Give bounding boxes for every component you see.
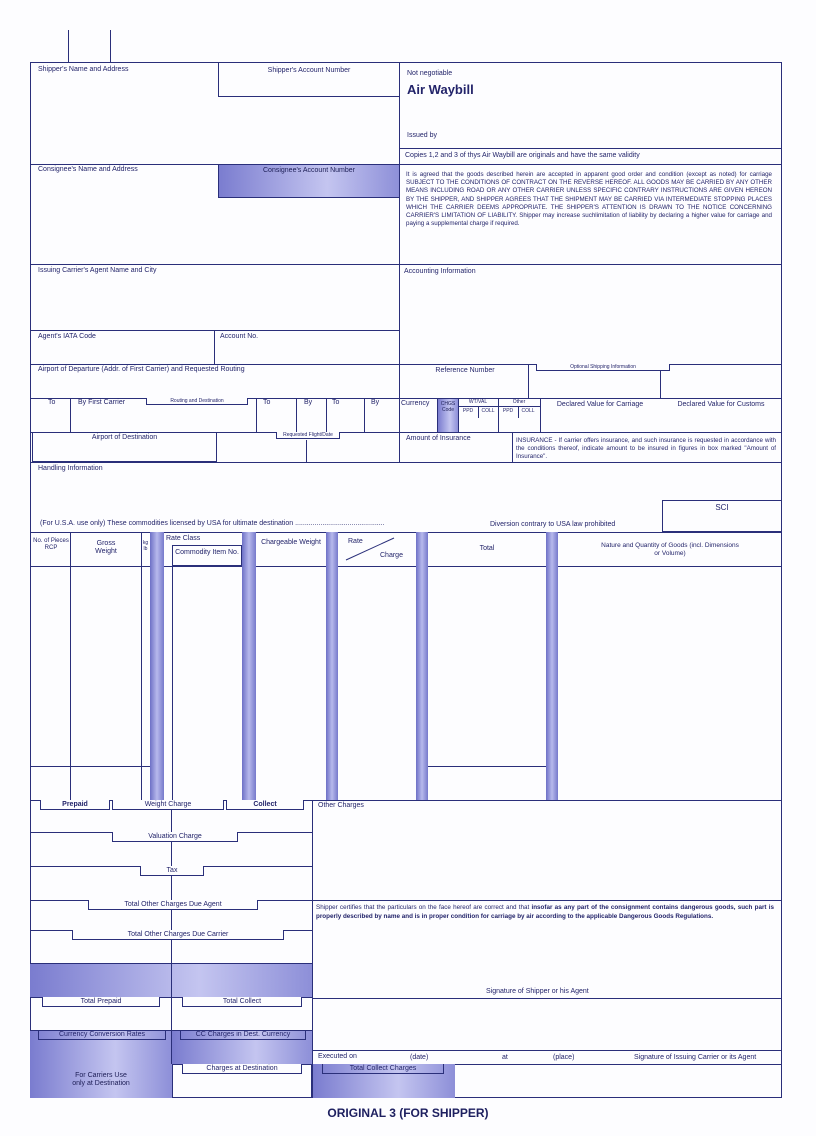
signature-line [312,998,782,999]
divider [306,440,307,462]
signature-carrier-label: Signature of Issuing Carrier or its Agent [634,1054,757,1061]
by-label-2: By [304,399,313,406]
optional-shipping-label: Optional Shipping Information [536,364,670,371]
column-divider [172,566,173,800]
column-divider [141,532,142,800]
rate-class-bar [150,532,164,800]
total-prepaid-label: Total Prepaid [42,997,160,1007]
date-label: (date) [410,1054,429,1061]
divider [30,264,782,265]
divider [171,963,172,997]
other-charges-label: Other Charges [318,802,364,809]
divider [312,1050,782,1051]
divider [364,398,365,432]
usa-note: (For U.S.A. use only) These commodities licensed by USA for ultimate destination .............................................. [40,520,385,527]
divider [458,406,540,407]
footer-title: ORIGINAL 3 (FOR SHIPPER) [327,1106,489,1120]
divider [30,766,150,767]
charges-destination-label: Charges at Destination [182,1064,302,1074]
rate-label: Rate [348,538,363,545]
agreement-text: It is agreed that the goods described herein are accepted in apparent good order and condition (except as noted) for carriage SUBJECT TO THE CONDITIONS OF CONTRACT ON THE REVERSE HEREOF. ALL GOODS MAY BE CARRIED BY ANY OTHER MEANS INCLUDING ROAD OR ANY OTHER CARRIER UNLESS SPECIFIC CONTRARY INSTRUCTIONS ARE GIVEN HEREON BY THE SHIPPER, AND SHIPPER AGREES THAT THE SHIPMENT MAY BE CARRIED VIA INTERMEDIATE STOPPING PLACES WHICH THE CARRIER DEEMS APPROPRIATE. THE SHIPPER'S ATTENTION IS DRAWN TO THE NOTICE CONCERNING CARRIER'S LIMITATION OF LIABILITY. Shipper may increase suchlimitation of liability by declaring a higher value for carriage and paying a supplemental charge if required. [406,171,772,228]
reference-number-label: Reference Number [435,367,495,374]
total-other-carrier-label: Total Other Charges Due Carrier [72,930,284,940]
divider [70,398,71,432]
no-pieces-label: No. of Pieces RCP [33,538,69,551]
binder-mark [68,30,69,62]
declared-carriage-label: Declared Value for Carriage [556,401,644,408]
prepaid-label: Prepaid [40,800,110,810]
shipper-certification [316,904,774,921]
divider [312,800,313,1098]
carriers-use-label: For Carriers Use only at Destination [72,1072,130,1087]
nature-goods-label: Nature and Quantity of Goods (incl. Dimensions or Volume) [601,542,739,557]
currency-rates-label: Currency Conversion Rates [38,1030,166,1040]
column-divider [70,532,71,800]
by-first-carrier-label: By First Carrier [78,399,126,406]
divider [399,148,782,149]
rate-class-label: Rate Class [166,535,201,542]
coll-label-2: COLL [521,408,535,414]
routing-destination-label: Routing and Destination [146,398,248,405]
divider [512,432,513,462]
divider [30,566,782,567]
divider [30,330,400,331]
collect-label: Collect [226,800,304,810]
total-label: Total [479,545,495,552]
to-label-3: To [332,399,340,406]
coll-label-1: COLL [481,408,495,414]
total-collect-label: Total Collect [182,997,302,1007]
shipper-account-label: Shipper's Account Number [267,67,351,74]
divider [30,462,782,463]
total-bar [546,532,558,800]
agent-iata-label: Agent's IATA Code [38,333,96,340]
to-label-2: To [263,399,271,406]
executed-on-label: Executed on [318,1053,357,1060]
kg-lb-label: kg lb [142,540,149,552]
ppd-label-1: PPD [462,408,474,414]
divider [296,398,297,432]
not-negotiable: Not negotiable [407,70,453,77]
chargeable-weight-label: Chargeable Weight [261,539,321,546]
account-no-label: Account No. [220,333,259,340]
copies-note: Copies 1,2 and 3 of thys Air Waybill are originals and have the same validity [405,152,640,159]
total-collect-charges-label: Total Collect Charges [322,1064,444,1074]
currency-label: Currency [401,400,430,407]
consignee-name-label: Consignee's Name and Address [38,166,138,173]
divider [399,62,400,462]
rate-bar [326,532,338,800]
divider [30,398,782,399]
shipper-certifies-text: Shipper certifies that the particulars on the face hereof are correct and that [316,904,532,911]
commodity-item-label: Commodity Item No. [175,549,239,556]
weight-charge-label: Weight Charge [112,800,224,810]
chargeable-weight-bar [242,532,256,800]
divider [428,766,546,767]
requested-flight-label: Requested Flight/Date [276,432,340,439]
departure-label: Airport of Departure (Addr. of First Carrier) and Requested Routing [38,366,245,373]
divider [256,398,257,432]
carrier-agent-label: Issuing Carrier's Agent Name and City [38,267,157,274]
accounting-info-label: Accounting Information [404,268,476,275]
to-label: To [48,399,56,406]
divider [326,398,327,432]
divider [528,364,529,398]
insurance-note: INSURANCE - If carrier offers insurance, and such insurance is requested in accordance with the conditions thereof, indicate amount to be insured in figures in box marked "Amount of Insurance". [516,437,776,460]
issued-by-label: Issued by [407,132,437,139]
divider [30,164,782,165]
tax-label: Tax [140,866,204,876]
consignee-account-label: Consignee's Account Number [263,167,355,174]
ppd-label-2: PPD [502,408,514,414]
at-label: at [502,1054,508,1061]
signature-shipper-label: Signature of Shipper or his Agent [486,988,589,995]
divider [171,1030,172,1064]
charge-label: Charge [380,552,403,559]
cc-charges-label: CC Charges in Dest. Currency [180,1030,306,1040]
amount-insurance-label: Amount of Insurance [406,435,471,442]
dangerous-goods-text: insofar as any part of the consignment contains dangerous goods, such part is properly described by name and is in proper condition for carriage by air according to the applicable Dangerous Goods Regulations. [316,904,774,920]
diversion-note: Diversion contrary to USA law prohibited [490,521,616,528]
document-title: Air Waybill [407,82,474,97]
declared-customs-label: Declared Value for Customs [677,401,765,408]
shipper-name-label: Shipper's Name and Address [38,66,129,73]
total-other-agent-label: Total Other Charges Due Agent [88,900,258,910]
sci-label: SCI [715,503,729,512]
charge-bar [416,532,428,800]
by-label-3: By [371,399,380,406]
handling-info-label: Handling Information [38,465,103,472]
divider [30,532,782,533]
divider [214,330,215,364]
binder-mark [110,30,111,62]
valuation-charge-label: Valuation Charge [112,832,238,842]
airport-destination-label: Airport of Destination [91,434,158,441]
other-label: Other [512,399,526,405]
place-label: (place) [553,1054,575,1061]
wt-val-label: WT/VAL [468,399,488,405]
chgs-code-label: CHGS Code [440,401,456,413]
gross-weight-label: Gross Weight [95,540,117,555]
